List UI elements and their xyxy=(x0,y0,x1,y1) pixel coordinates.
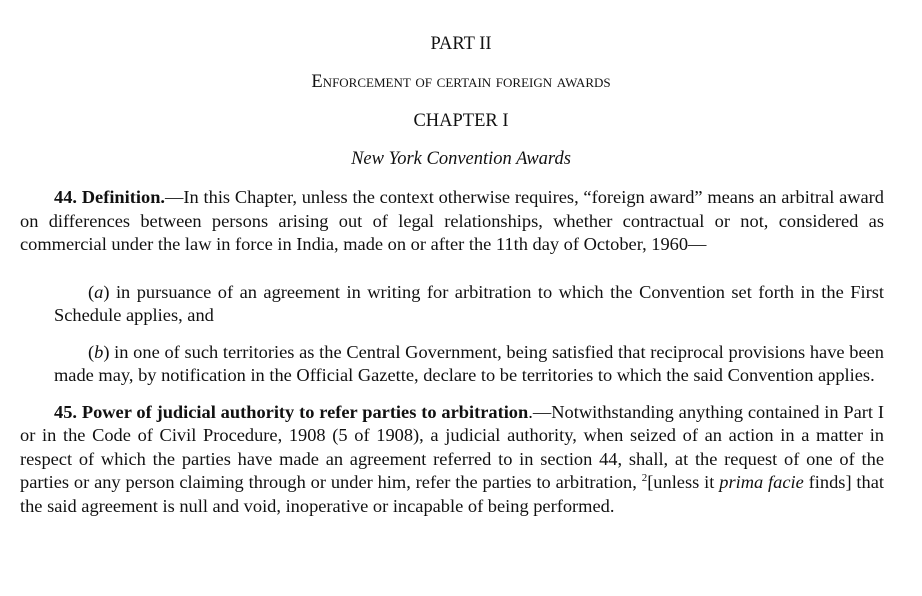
section-45-text-2: [unless it xyxy=(647,472,720,492)
section-45-text-3: finds] that the said agreement is null and void, inoperative or incapable of being performed. xyxy=(20,472,885,516)
part-heading: PART II xyxy=(430,34,492,54)
clause-a-text: in pursuance of an agreement in writing for arbitration to which the Convention set forth in the First Schedule applies, and xyxy=(54,281,884,325)
clause-b-label: b xyxy=(94,341,104,362)
document-body xyxy=(20,186,884,518)
section-45-text-1: Notwithstanding anything contained in Part I or in the Code of Civil Procedure, 1908 (5 of 1908), a judicial authority, when seized of an action in a matter in respect of which the parties have made an agreement referred to in section 44, shall, at the request of one of the parties or any person claiming through or under him, refer the parties to arbitration, xyxy=(20,401,884,492)
section-44-clause-a: (a) in pursuance of an agreement in writing for arbitration to which the Convention set forth in the First Schedule applies, and xyxy=(54,281,884,325)
footnote-reference[interactable]: 2 xyxy=(641,472,648,484)
section-44-heading: 44. Definition. xyxy=(54,187,166,207)
chapter-title: New York Convention Awards xyxy=(351,149,571,169)
section-45 xyxy=(20,401,884,519)
section-44 xyxy=(20,186,884,257)
section-45-italic-phrase: prima facie xyxy=(719,472,804,492)
section-44-clause-b: (b) in one of such territories as the Central Government, being satisfied that reciprocal provisions have been made may, by notification in the Official Gazette, declare to be territories to which the said Convention applies. xyxy=(54,341,884,385)
chapter-heading: CHAPTER I xyxy=(413,111,509,131)
section-45-dash: .— xyxy=(528,401,552,422)
part-title: Enforcement of certain foreign awards xyxy=(311,72,611,92)
section-44-dash: — xyxy=(165,187,184,207)
clause-a-label: a xyxy=(94,281,104,302)
clause-b-text: in one of such territories as the Central Government, being satisfied that reciprocal provisions have been made may, by notification in the Official Gazette, declare to be territories to which the said Convention applies. xyxy=(54,341,884,385)
section-45-heading: 45. Power of judicial authority to refer parties to arbitration xyxy=(54,401,529,422)
section-44-text: In this Chapter, unless the context otherwise requires, “foreign award” means an arbitral award on differences between persons arising out of legal relationships, whether contractual or not, considered as commercial under the law in force in India, made on or after the 11th day of October, 1960— xyxy=(20,187,885,254)
